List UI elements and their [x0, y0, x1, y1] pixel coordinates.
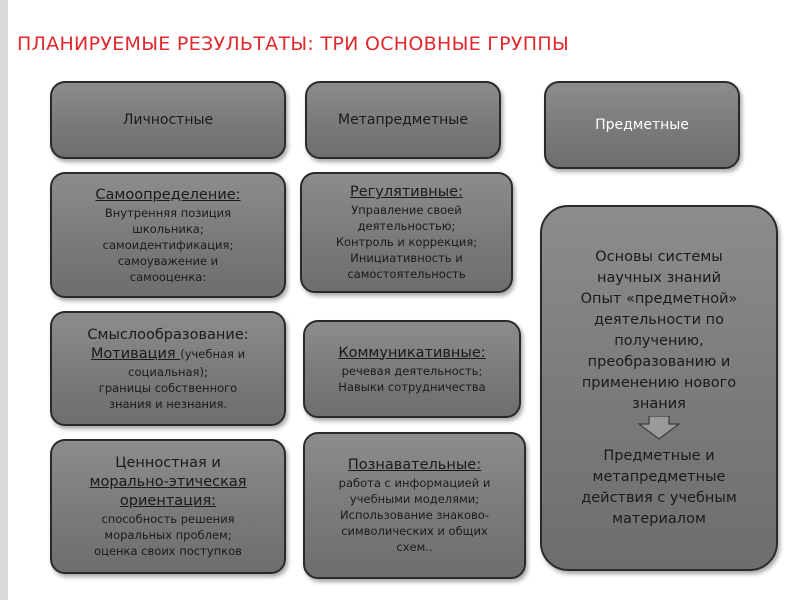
header-subject-label: Предметные [595, 117, 689, 133]
cognitive-heading: Познавательные: [347, 457, 482, 473]
header-meta-label: Метапредметные [338, 112, 468, 128]
arrow-down-outline-icon [637, 416, 681, 440]
motivation-word: Мотивация [90, 345, 181, 362]
box-self-determination [50, 172, 286, 298]
header-personal [50, 81, 286, 159]
box-meaning-formation [50, 311, 286, 426]
self-determination-text: Внутренняя позиция школьника; самоидентификация; самоуважение и самооценка: [102, 205, 234, 284]
subject-top-text: Основы системы научных знаний Опыт «предметной» деятельности по получению, преобразованию и применению нового знания [580, 248, 738, 412]
box-cognitive [303, 432, 526, 579]
values-text: способность решения моральных проблем; оценка своих поступков [94, 512, 242, 558]
cognitive-text: работа с информацией и учебными моделями; Использование знаково- символических и общих схем.. [338, 476, 491, 554]
box-regulative [300, 172, 513, 293]
communicative-heading: Коммуникативные: [338, 344, 486, 361]
meaning-formation-text: границы собственного знания и незнания. [98, 380, 238, 411]
page-title: ПЛАНИРУЕМЫЕ РЕЗУЛЬТАТЫ: ТРИ ОСНОВНЫЕ ГРУППЫ [17, 33, 570, 55]
values-line1: Ценностная и [115, 455, 221, 471]
communicative-text: речевая деятельность; Навыки сотрудничества [338, 363, 486, 394]
values-heading: морально-этическая ориентация: [89, 474, 247, 509]
box-subject-content [540, 205, 778, 571]
self-determination-heading: Самоопределение: [95, 186, 241, 203]
accent-bar [0, 0, 8, 600]
box-communicative [303, 320, 521, 418]
header-personal-label: Личностные [122, 112, 214, 128]
meaning-formation-heading: Смыслообразование: [87, 326, 249, 343]
subject-bottom-text: Предметные и метапредметные действия с учебным материалом [581, 447, 737, 527]
motivation-line [91, 345, 245, 380]
box-values-orientation [50, 439, 286, 574]
header-subject [544, 81, 740, 169]
regulative-text: Управление своей деятельностью; Контроль и коррекция; Инициативность и самостоятельность [335, 203, 478, 281]
motivation-note: (учебная и социальная); [128, 346, 246, 379]
header-meta [305, 81, 501, 159]
regulative-heading: Регулятивные: [349, 184, 463, 200]
